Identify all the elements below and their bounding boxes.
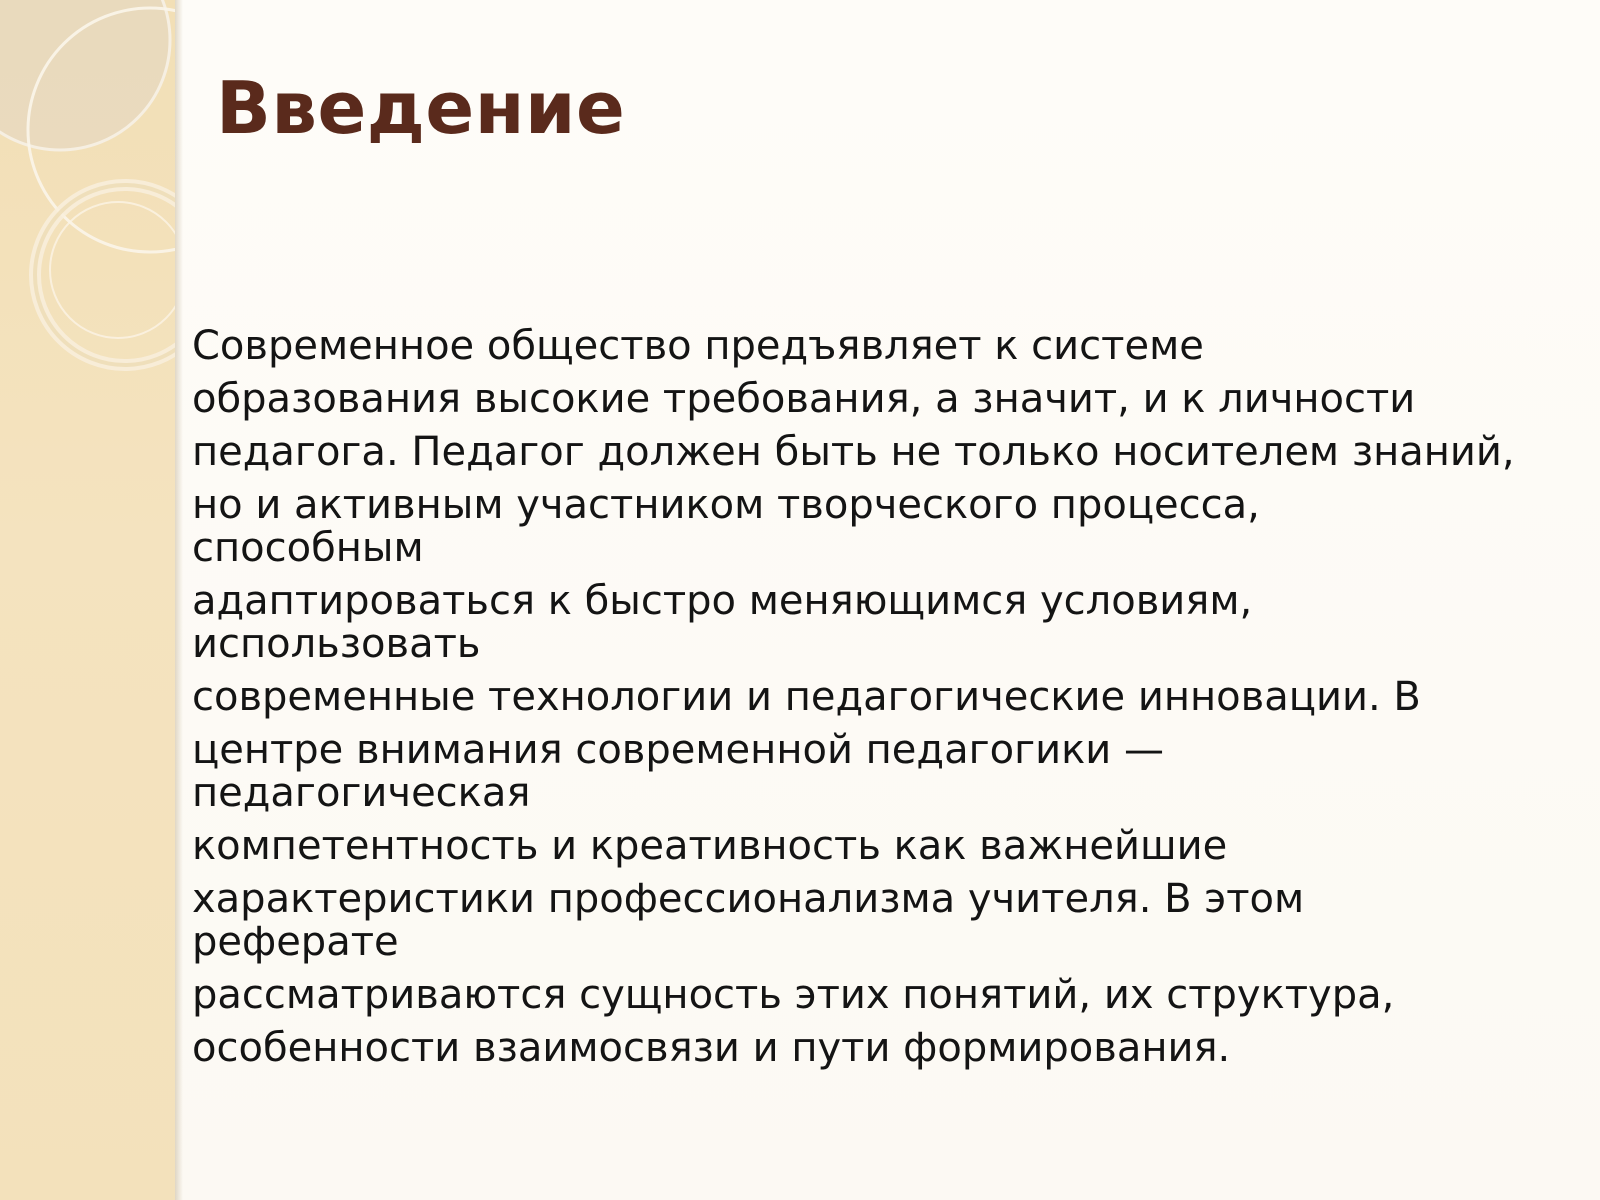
text-line-wrapped: использовать: [192, 621, 481, 667]
slide-body: [192, 325, 1592, 1080]
text-line: Современное общество предъявляет к системе: [192, 323, 1204, 369]
text-line: но и активным участником творческого процесса,: [192, 482, 1260, 528]
text-line-wrapped: педагогическая: [192, 770, 531, 816]
paragraph: [192, 878, 1592, 964]
text-line: педагога. Педагог должен быть не только носителем знаний,: [192, 429, 1515, 475]
side-panel-shadow: [175, 0, 183, 1200]
text-line: современные технологии и педагогические инновации. В: [192, 674, 1421, 720]
text-line-wrapped: способным: [192, 525, 424, 571]
paragraph: [192, 378, 1592, 421]
paragraph: [192, 676, 1592, 719]
paragraph: [192, 484, 1592, 570]
paragraph: [192, 729, 1592, 815]
paragraph: [192, 825, 1592, 868]
text-line: рассматриваются сущность этих понятий, их структура,: [192, 972, 1395, 1018]
paragraph: [192, 431, 1592, 474]
paragraph: [192, 325, 1592, 368]
paragraph: [192, 1027, 1592, 1070]
decorative-side-panel: [0, 0, 175, 1200]
slide-title: Введение: [216, 66, 626, 150]
text-line: адаптироваться к быстро меняющимся условиям,: [192, 578, 1253, 624]
paragraph: [192, 974, 1592, 1017]
decorative-circles: [0, 0, 175, 420]
paragraph: [192, 580, 1592, 666]
text-line: образования высокие требования, а значит, и к личности: [192, 376, 1416, 422]
text-line: характеристики профессионализма учителя. В этом: [192, 876, 1305, 922]
text-line: компетентность и креативность как важнейшие: [192, 823, 1228, 869]
text-line-wrapped: реферате: [192, 919, 399, 965]
text-line: центре внимания современной педагогики —: [192, 727, 1164, 773]
text-line: особенности взаимосвязи и пути формирования.: [192, 1025, 1231, 1071]
